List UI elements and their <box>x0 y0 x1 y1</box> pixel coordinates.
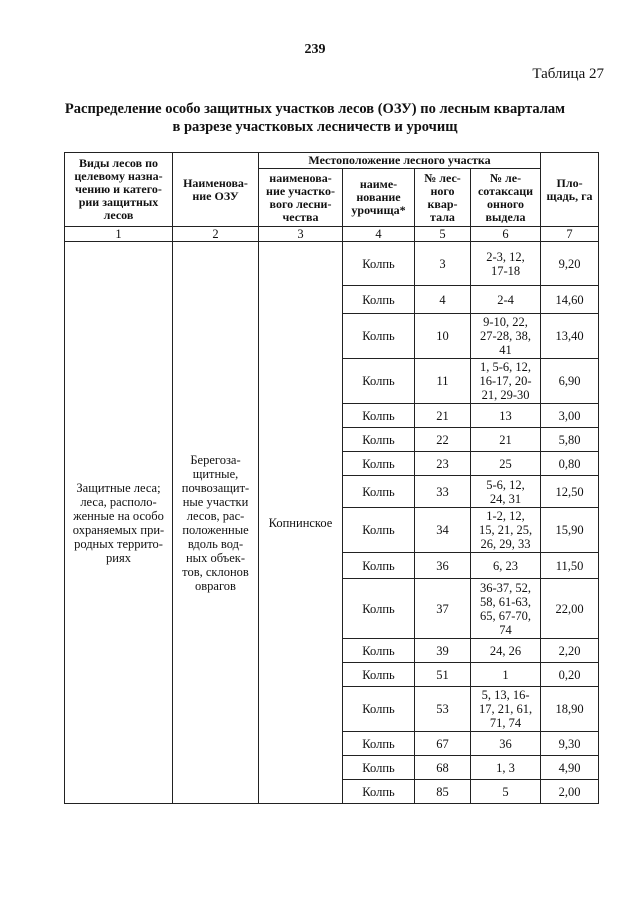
plots-cell: 13 <box>471 404 541 428</box>
tract-cell: Колпь <box>343 286 415 314</box>
area-cell: 6,90 <box>541 359 599 404</box>
plots-cell: 2-4 <box>471 286 541 314</box>
column-number: 2 <box>173 227 259 242</box>
tract-cell: Колпь <box>343 314 415 359</box>
header-plots: № ле- сотаксаци онного выдела <box>471 169 541 227</box>
tract-cell: Колпь <box>343 732 415 756</box>
quarter-cell: 36 <box>415 553 471 579</box>
column-number: 7 <box>541 227 599 242</box>
tract-cell: Колпь <box>343 508 415 553</box>
quarter-cell: 22 <box>415 428 471 452</box>
header-forest-type: Виды лесов по целевому назна- чению и катего- рии защитных лесов <box>65 153 173 227</box>
district-cell: Копнинское <box>259 242 343 804</box>
quarter-cell: 51 <box>415 663 471 687</box>
area-cell: 18,90 <box>541 687 599 732</box>
plots-cell: 2-3, 12, 17-18 <box>471 242 541 286</box>
column-number: 6 <box>471 227 541 242</box>
ozu-table <box>64 152 599 804</box>
plots-cell: 5 <box>471 780 541 804</box>
column-number: 4 <box>343 227 415 242</box>
area-cell: 11,50 <box>541 553 599 579</box>
area-cell: 4,90 <box>541 756 599 780</box>
plots-cell: 24, 26 <box>471 639 541 663</box>
tract-cell: Колпь <box>343 756 415 780</box>
quarter-cell: 39 <box>415 639 471 663</box>
area-cell: 22,00 <box>541 579 599 639</box>
tract-cell: Колпь <box>343 687 415 732</box>
header-ozu-name: Наименова- ние ОЗУ <box>173 153 259 227</box>
quarter-cell: 23 <box>415 452 471 476</box>
plots-cell: 1 <box>471 663 541 687</box>
header-tract: наиме- нование урочища* <box>343 169 415 227</box>
plots-cell: 21 <box>471 428 541 452</box>
area-cell: 14,60 <box>541 286 599 314</box>
tract-cell: Колпь <box>343 359 415 404</box>
tract-cell: Колпь <box>343 780 415 804</box>
tract-cell: Колпь <box>343 579 415 639</box>
area-cell: 0,80 <box>541 452 599 476</box>
area-cell: 2,20 <box>541 639 599 663</box>
plots-cell: 36 <box>471 732 541 756</box>
document-title: Распределение особо защитных участков лесов (ОЗУ) по лесным кварталам в разрезе участковых лесничеств и урочищ <box>64 101 566 135</box>
area-cell: 13,40 <box>541 314 599 359</box>
tract-cell: Колпь <box>343 553 415 579</box>
quarter-cell: 85 <box>415 780 471 804</box>
header-quarter: № лес- ного квар- тала <box>415 169 471 227</box>
forest-type-cell: Защитные леса; леса, располо- женные на особо охраняемых при- родных террито- риях <box>65 242 173 804</box>
quarter-cell: 3 <box>415 242 471 286</box>
plots-cell: 5-6, 12, 24, 31 <box>471 476 541 508</box>
plots-cell: 5, 13, 16- 17, 21, 61, 71, 74 <box>471 687 541 732</box>
header-location-group: Местоположение лесного участка <box>259 153 541 169</box>
column-number: 3 <box>259 227 343 242</box>
quarter-cell: 4 <box>415 286 471 314</box>
tract-cell: Колпь <box>343 663 415 687</box>
table-label: Таблица 27 <box>532 66 604 82</box>
plots-cell: 1, 3 <box>471 756 541 780</box>
header-area: Пло- щадь, га <box>541 153 599 227</box>
quarter-cell: 53 <box>415 687 471 732</box>
tract-cell: Колпь <box>343 404 415 428</box>
tract-cell: Колпь <box>343 428 415 452</box>
ozu-name-cell: Берегоза- щитные, почвозащит- ные участки лесов, рас- положенные вдоль вод- ных объек- тов, склонов оврагов <box>173 242 259 804</box>
quarter-cell: 67 <box>415 732 471 756</box>
table-row <box>65 242 599 286</box>
quarter-cell: 34 <box>415 508 471 553</box>
area-cell: 0,20 <box>541 663 599 687</box>
area-cell: 5,80 <box>541 428 599 452</box>
column-number: 1 <box>65 227 173 242</box>
plots-cell: 9-10, 22, 27-28, 38, 41 <box>471 314 541 359</box>
header-district: наименова- ние участко- вого лесни- чества <box>259 169 343 227</box>
plots-cell: 1-2, 12, 15, 21, 25, 26, 29, 33 <box>471 508 541 553</box>
area-cell: 3,00 <box>541 404 599 428</box>
plots-cell: 36-37, 52, 58, 61-63, 65, 67-70, 74 <box>471 579 541 639</box>
tract-cell: Колпь <box>343 639 415 663</box>
area-cell: 9,20 <box>541 242 599 286</box>
page-number: 239 <box>304 42 326 57</box>
area-cell: 15,90 <box>541 508 599 553</box>
tract-cell: Колпь <box>343 452 415 476</box>
tract-cell: Колпь <box>343 476 415 508</box>
column-number: 5 <box>415 227 471 242</box>
area-cell: 12,50 <box>541 476 599 508</box>
area-cell: 2,00 <box>541 780 599 804</box>
quarter-cell: 21 <box>415 404 471 428</box>
quarter-cell: 33 <box>415 476 471 508</box>
plots-cell: 1, 5-6, 12, 16-17, 20- 21, 29-30 <box>471 359 541 404</box>
tract-cell: Колпь <box>343 242 415 286</box>
plots-cell: 6, 23 <box>471 553 541 579</box>
quarter-cell: 37 <box>415 579 471 639</box>
quarter-cell: 10 <box>415 314 471 359</box>
quarter-cell: 68 <box>415 756 471 780</box>
plots-cell: 25 <box>471 452 541 476</box>
quarter-cell: 11 <box>415 359 471 404</box>
area-cell: 9,30 <box>541 732 599 756</box>
